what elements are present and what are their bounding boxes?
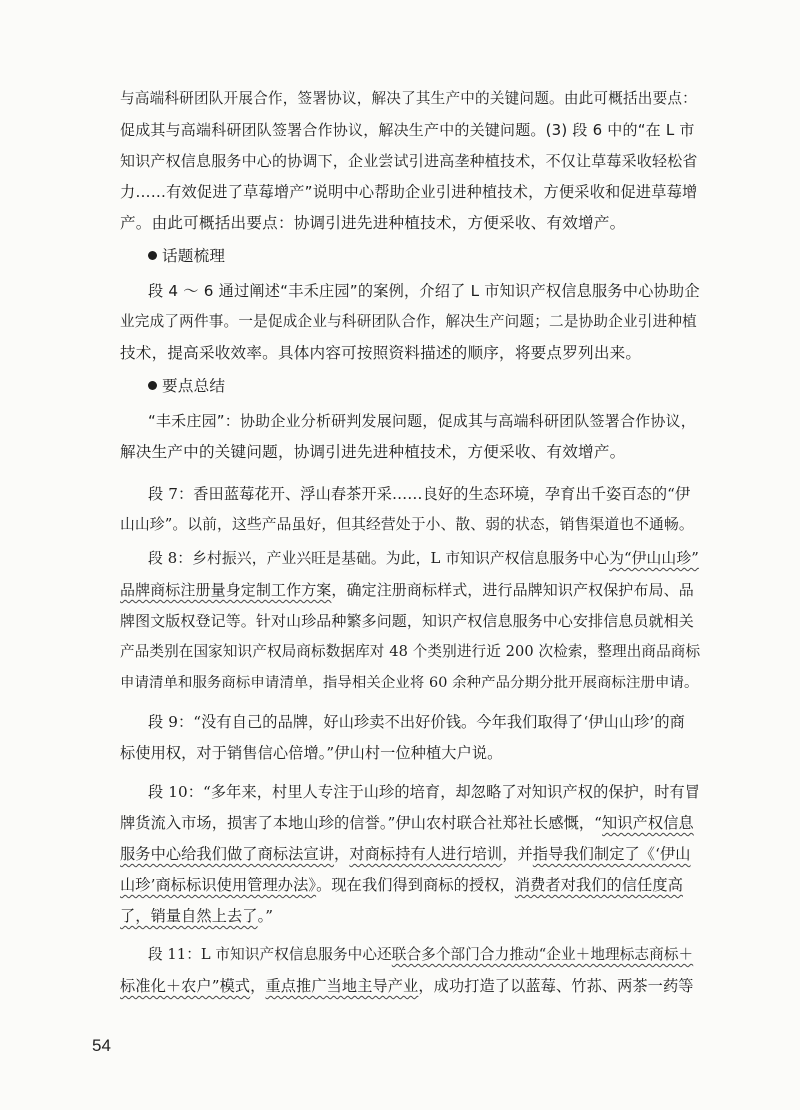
text-line: “丰禾庄园”：协助企业分析研判发展问题，促成其与高端科研团队签署合作协议，: [148, 412, 696, 430]
text-line: [120, 975, 700, 997]
bullet-icon: [148, 251, 157, 260]
text-line: 段 10：“多年来，村里人专注于山珍的培育，却忽略了对知识产权的保护，时有冒: [148, 783, 701, 801]
section-heading: [148, 375, 700, 397]
heading-text: 要点总结: [162, 377, 226, 395]
underlined-span: 山珍’商标标识使用管理办法》: [120, 876, 317, 894]
text-line: 技术，提高采收效率。具体内容可按照资料描述的顺序，将要点罗列出来。: [120, 344, 642, 362]
text-line: [120, 843, 700, 865]
underlined-span: 服务中心给我们做了商标法宣讲: [120, 845, 335, 863]
text-span: ，确定注册商标样式，进行品牌知识产权保护布局、品: [331, 581, 694, 599]
text-line: [120, 874, 700, 896]
section-heading: [148, 245, 700, 267]
text-line: 申请清单和服务商标申请清单，指导相关企业将 60 余种产品分期分批开展商标注册申请。: [120, 675, 699, 691]
underlined-span: 重点推广当地主导产业: [265, 977, 419, 995]
text-line: 解决生产中的关键问题，协调引进先进种植技术，方便采收、有效增产。: [120, 443, 626, 461]
text-line: 段 4 ～ 6 通过阐述“丰禾庄园”的案例，介绍了 L 市知识产权信息服务中心协助企: [148, 282, 700, 300]
text-span: 。”: [257, 907, 274, 925]
underlined-span: 品牌商标注册量身定制工作方案: [120, 581, 332, 599]
underlined-span: 指导我们制定了《‘伊山: [532, 845, 691, 863]
underlined-span: 标准化＋农户”模式: [120, 977, 251, 995]
text-line: 促成其与高端科研团队签署合作协议，解决生产中的关键问题。(3) 段 6 中的“在 L 市: [120, 121, 695, 139]
text-line: [148, 944, 700, 966]
text-line: 牌图文版权登记等。针对山珍品种繁多问题，知识产权信息服务中心安排信息员就相关: [120, 612, 694, 630]
text-span: ，: [334, 845, 350, 863]
text-line: 产品类别在国家知识产权局商标数据库对 48 个类别进行近 200 次检索，整理出商品商标: [120, 643, 701, 660]
text-line: 段 7：香田蓝莓花开、浮山春茶开采……良好的生态环境，孕育出千姿百态的“伊: [148, 485, 691, 503]
bullet-icon: [148, 381, 157, 390]
text-line: [120, 812, 700, 834]
text-line: 与高端科研团队开展合作，签署协议，解决了其生产中的关键问题。由此可概括出要点：: [120, 90, 697, 107]
text-span: ，并: [502, 845, 533, 863]
underlined-span: 了，销量自然上去了: [120, 907, 258, 925]
text-span: 。现在我们得到商标的授权，: [316, 876, 515, 894]
text-line: [120, 579, 700, 601]
text-line: 标使用权，对于销售信心倍增。”伊山村一位种植大户说。: [120, 744, 503, 762]
text-line: 段 9：“没有自己的品牌，好山珍卖不出好价钱。今年我们取得了‘伊山山珍’的商: [148, 713, 685, 731]
text-line: 产。由此可概括出要点：协调引进先进种植技术，方便采收、有效增产。: [120, 214, 626, 232]
underlined-span: 知识产权信息: [602, 814, 694, 832]
text-span: 牌货流入市场，损害了本地山珍的信誉。”伊山农村联合社郑社长感慨，“: [120, 814, 603, 832]
text-line: [120, 905, 700, 927]
text-line: [148, 548, 700, 570]
text-line: 业完成了两件事。一是促成企业与科研团队合作，解决生产问题；二是协助企业引进种植: [120, 313, 697, 330]
text-line: 知识产权信息服务中心的协调下，企业尝试引进高垄种植技术，不仅让草莓采收轻松省: [120, 152, 698, 170]
text-span: ，成功打造了以蓝莓、竹荪、两茶一药等: [418, 977, 694, 995]
text-span: 段 11：L 市知识产权信息服务中心还: [148, 946, 392, 963]
underlined-span: 消费者对我们的信任度高: [514, 876, 683, 894]
page-number: 54: [92, 1036, 111, 1055]
underlined-span: 联合多个部门合力推动“企业＋地理标志商标＋: [391, 946, 694, 963]
underlined-span: 对商标持有人进行培训: [349, 845, 503, 863]
text-span: 段 8：乡村振兴，产业兴旺是基础。为此，L 市知识产权信息服务中心: [148, 550, 610, 567]
text-span: ，: [250, 977, 266, 995]
text-line: 山山珍”。以前，这些产品虽好，但其经营处于小、散、弱的状态，销售渠道也不通畅。: [120, 516, 694, 533]
text-line: 力……有效促进了草莓增产”说明中心帮助企业引进种植技术，方便采收和促进草莓增: [120, 183, 698, 201]
heading-text: 话题梳理: [162, 247, 226, 265]
underlined-span: 为“伊山山珍”: [609, 550, 699, 567]
